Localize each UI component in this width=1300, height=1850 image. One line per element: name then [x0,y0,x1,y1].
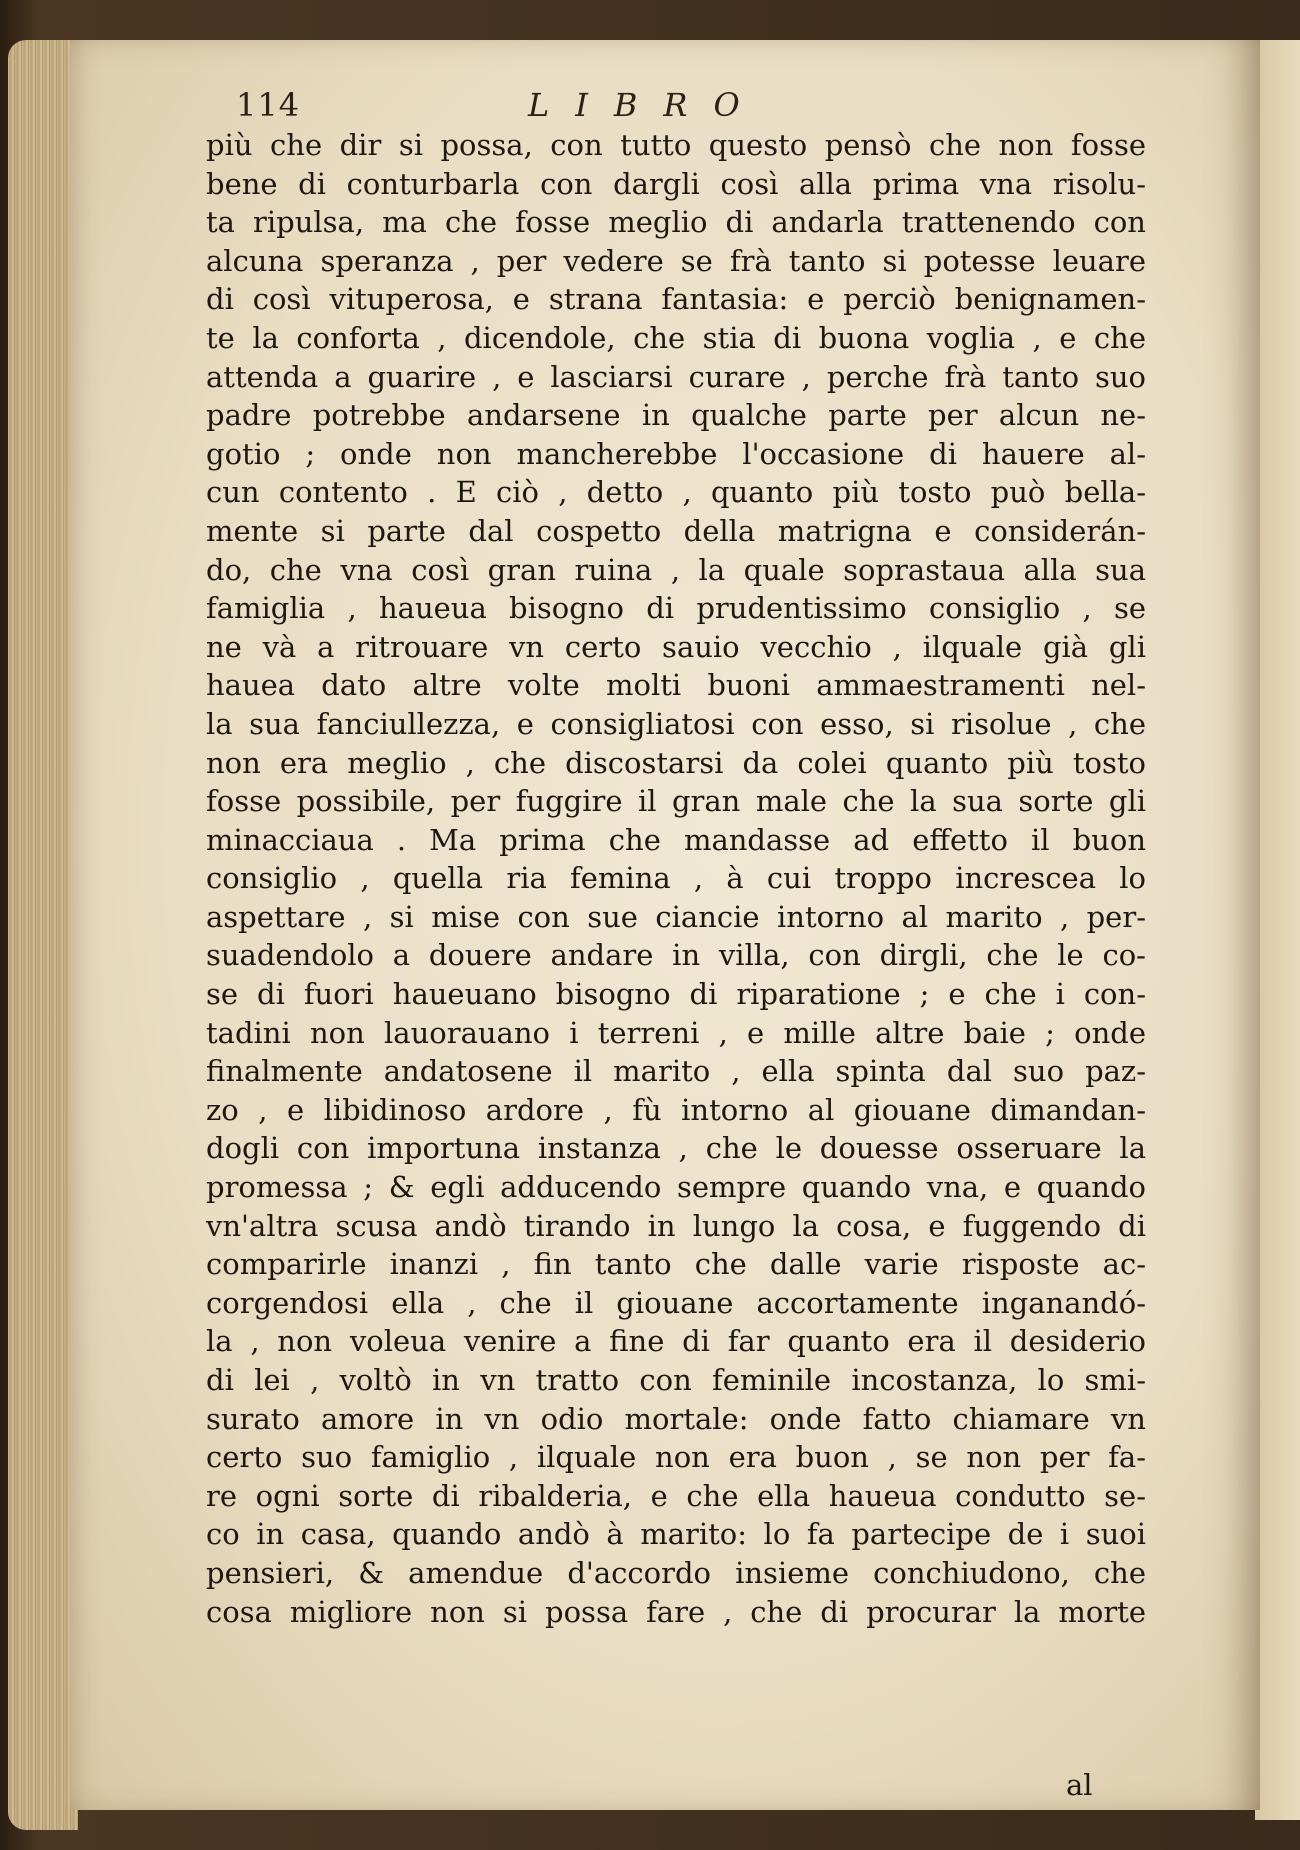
running-title: LIBRO [528,86,766,124]
text-line: mente si parte dal cospetto della matrigna e considerán- [206,513,1146,548]
text-line: comparirle inanzi , fin tanto che dalle varie risposte ac- [206,1247,1146,1282]
text-line: attenda a guarire , e lasciarsi curare , perche frà tanto suo [206,359,1146,394]
text-line: di lei , voltò in vn tratto con feminile incostanza, lo smi- [206,1363,1146,1397]
text-line: finalmente andatosene il marito , ella spinta dal suo paz- [206,1054,1146,1089]
text-line: suadendolo a douere andare in villa, con dirgli, che le co- [206,938,1146,973]
catchword: al [1066,1768,1093,1802]
facing-page-edge [1255,40,1300,1820]
text-line: ta ripulsa, ma che fosse meglio di andarla trattenendo con [206,205,1146,240]
text-line: tadini non lauorauano i terreni , e mille altre baie ; onde [206,1015,1146,1050]
text-line: se di fuori haueuano bisogno di riparatione ; e che i con- [206,977,1146,1012]
text-line: co in casa, quando andò à marito: lo fa partecipe de i suoi [206,1517,1146,1552]
text-line: do, che vna così gran ruina , la quale soprastaua alla sua [206,552,1146,587]
text-line: te la conforta , dicendole, che stia di buona voglia , e che [206,320,1146,355]
page-header [236,86,1086,126]
text-line: certo suo famiglio , ilquale non era buon , se non per fa- [206,1440,1146,1475]
text-line: hauea dato altre volte molti buoni ammaestramenti nel- [206,668,1146,703]
text-line: zo , e libidinoso ardore , fù intorno al giouane dimandan- [206,1092,1146,1127]
text-line: gotio ; onde non mancherebbe l'occasione di hauere al- [206,436,1146,471]
text-line: fosse possibile, per fuggire il gran male che la sua sorte gli [206,784,1146,819]
text-line: la , non voleua venire a fine di far quanto era il desiderio [206,1324,1146,1359]
text-line: vn'altra scusa andò tirando in lungo la cosa, e fuggendo di [206,1208,1146,1243]
text-line: minacciaua . Ma prima che mandasse ad effetto il buon [206,822,1146,857]
page-edges [8,40,78,1830]
text-line: re ogni sorte di ribalderia, e che ella haueua condutto se- [206,1478,1146,1513]
text-line: cosa migliore non si possa fare , che di procurar la morte [206,1594,1146,1629]
body-text [206,126,1146,1631]
text-line: dogli con importuna instanza , che le douesse osseruare la [206,1131,1146,1166]
text-line: più che dir si possa, con tutto questo pensò che non fosse [206,128,1146,162]
text-line: la sua fanciullezza, e consigliatosi con esso, si risolue , che [206,706,1146,741]
text-line: surato amore in vn odio mortale: onde fatto chiamare vn [206,1401,1146,1436]
text-line: pensieri, & amendue d'accordo insieme conchiudono, che [206,1555,1146,1590]
text-line: promessa ; & egli adducendo sempre quando vna, e quando [206,1170,1146,1205]
text-line: di così vituperosa, e strana fantasia: e perciò benignamen- [206,282,1146,317]
text-line: corgendosi ella , che il giouane accortamente inganandó- [206,1285,1146,1320]
text-line: non era meglio , che discostarsi da colei quanto più tosto [206,745,1146,780]
text-line: famiglia , haueua bisogno di prudentissimo consiglio , se [206,591,1146,626]
page-number: 114 [236,86,301,124]
text-line: aspettare , si mise con sue ciancie intorno al marito , per- [206,899,1146,934]
text-line: cun contento . E ciò , detto , quanto più tosto può bella- [206,475,1146,510]
text-line: bene di conturbarla con dargli così alla prima vna risolu- [206,166,1146,201]
text-line: consiglio , quella ria femina , à cui troppo increscea lo [206,861,1146,896]
text-line: padre potrebbe andarsene in qualche parte per alcun ne- [206,398,1146,433]
text-line: ne và a ritrouare vn certo sauio vecchio , ilquale già gli [206,629,1146,664]
text-line: alcuna speranza , per vedere se frà tanto si potesse leuare [206,243,1146,278]
